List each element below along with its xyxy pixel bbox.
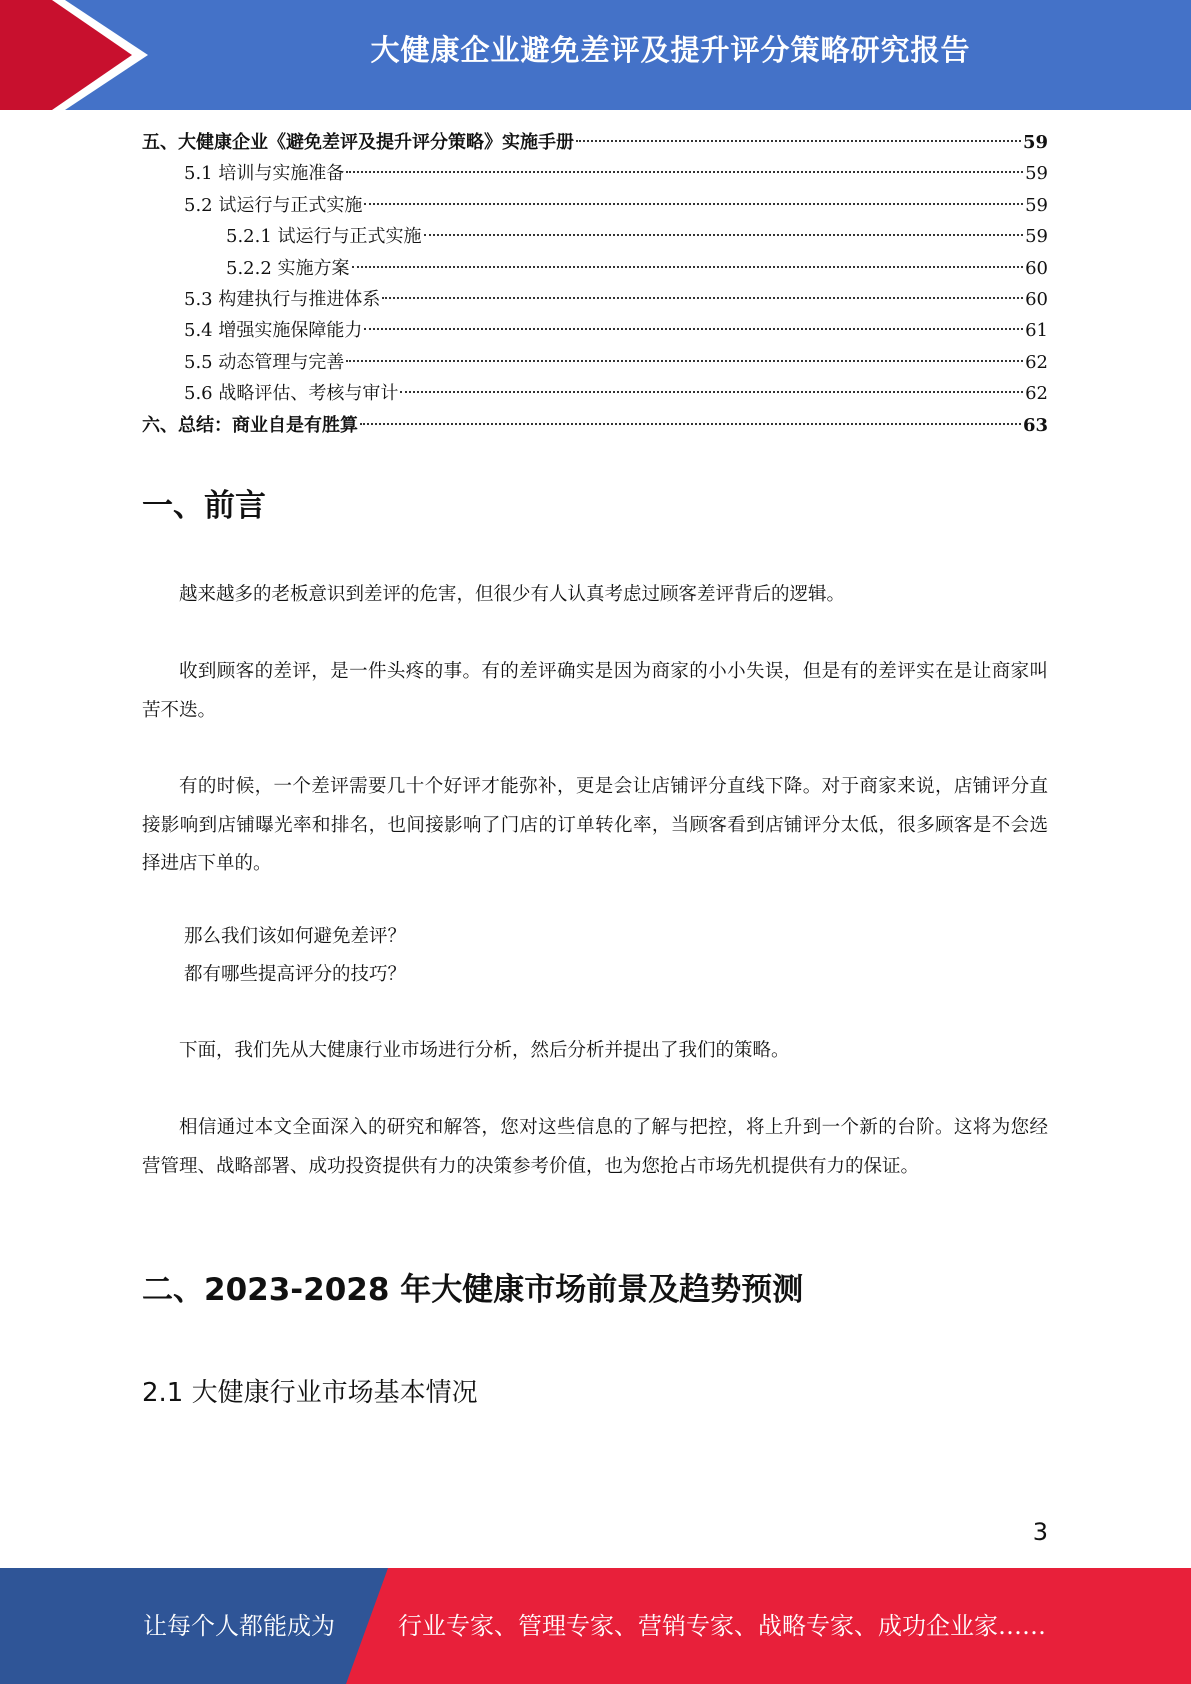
page-number: 3 <box>1032 1518 1048 1546</box>
toc-entry-title: 五、大健康企业《避免差评及提升评分策略》实施手册 <box>142 132 574 153</box>
toc-entry[interactable] <box>142 378 1048 409</box>
toc-entry[interactable] <box>142 284 1048 315</box>
toc-entry[interactable] <box>142 410 1048 441</box>
question-line: 都有哪些提高评分的技巧？ <box>184 964 407 985</box>
toc-entry-title: 5.2 试运行与正式实施 <box>184 194 363 216</box>
toc-entry-title: 六、总结：商业自是有胜算 <box>142 414 358 436</box>
toc-leader <box>346 360 1023 362</box>
toc-leader <box>424 234 1024 236</box>
toc-leader <box>382 297 1023 299</box>
toc-entry[interactable] <box>142 127 1048 158</box>
footer-slogan-left: 让每个人都能成为 <box>143 1612 335 1640</box>
toc-entry-page: 60 <box>1025 288 1048 310</box>
toc-entry-page: 59 <box>1025 163 1048 185</box>
footer-slogan-right: 行业专家、管理专家、营销专家、战略专家、成功企业家…… <box>398 1612 1046 1640</box>
toc-entry-page: 62 <box>1025 383 1048 405</box>
question-line: 那么我们该如何避免差评？ <box>184 926 407 947</box>
toc-leader <box>360 423 1021 425</box>
toc-leader <box>346 171 1023 173</box>
paragraph: 越来越多的老板意识到差评的危害，但很少有人认真考虑过顾客差评背后的逻辑。 <box>179 584 846 605</box>
paragraph: 相信通过本文全面深入的研究和解答，您对这些信息的了解与把控，将上升到一个新的台阶。这将为您经营管理、战略部署、成功投资提供有力的决策参考价值，也为您抢占市场先机提供有力的保证。 <box>142 1117 1048 1177</box>
toc-entry[interactable] <box>142 347 1048 378</box>
header-chevron-decoration <box>0 0 160 110</box>
paragraph: 下面，我们先从大健康行业市场进行分析，然后分析并提出了我们的策略。 <box>179 1040 790 1061</box>
toc-entry-page: 62 <box>1025 351 1048 373</box>
toc-entry-title: 5.4 增强实施保障能力 <box>184 320 363 342</box>
toc-entry[interactable] <box>142 190 1048 221</box>
page-header <box>0 0 1191 110</box>
toc-leader <box>352 266 1024 268</box>
toc-entry-title: 5.2.1 试运行与正式实施 <box>226 226 422 248</box>
paragraph: 有的时候，一个差评需要几十个好评才能弥补，更是会让店铺评分直线下降。对于商家来说，店铺评分直接影响到店铺曝光率和排名，也间接影响了门店的订单转化率，当顾客看到店铺评分太低，很多顾客是不会选择进店下单的。 <box>142 776 1048 874</box>
toc-entry-title: 5.3 构建执行与推进体系 <box>184 288 381 310</box>
toc-entry[interactable] <box>142 221 1048 252</box>
toc-entry-title: 5.5 动态管理与完善 <box>184 351 345 373</box>
section-heading-market-outlook: 二、2023-2028 年大健康市场前景及趋势预测 <box>142 1272 804 1308</box>
toc-entry-title: 5.1 培训与实施准备 <box>184 163 345 185</box>
toc-entry-page: 59 <box>1025 226 1048 248</box>
toc-entry-page: 63 <box>1022 414 1048 436</box>
section-heading-preface: 一、前言 <box>142 488 266 524</box>
subsection-heading: 2.1 大健康行业市场基本情况 <box>142 1378 478 1408</box>
toc-entry-page: 61 <box>1025 320 1048 342</box>
toc-entry-page: 59 <box>1025 194 1048 216</box>
toc-leader <box>400 391 1023 393</box>
toc-entry[interactable] <box>142 253 1048 284</box>
header-title: 大健康企业避免差评及提升评分策略研究报告 <box>370 33 971 67</box>
toc-leader <box>364 203 1023 205</box>
page-footer <box>0 1568 1191 1684</box>
table-of-contents <box>142 127 1048 441</box>
toc-entry-page: 59 <box>1022 132 1048 153</box>
toc-entry-page: 60 <box>1025 257 1048 279</box>
paragraph: 收到顾客的差评，是一件头疼的事。有的差评确实是因为商家的小小失误，但是有的差评实在是让商家叫苦不迭。 <box>142 661 1048 721</box>
toc-leader <box>364 328 1023 330</box>
toc-leader <box>576 140 1021 142</box>
toc-entry[interactable] <box>142 315 1048 346</box>
toc-entry-title: 5.2.2 实施方案 <box>226 257 350 279</box>
toc-entry-title: 5.6 战略评估、考核与审计 <box>184 383 399 405</box>
toc-entry[interactable] <box>142 158 1048 189</box>
